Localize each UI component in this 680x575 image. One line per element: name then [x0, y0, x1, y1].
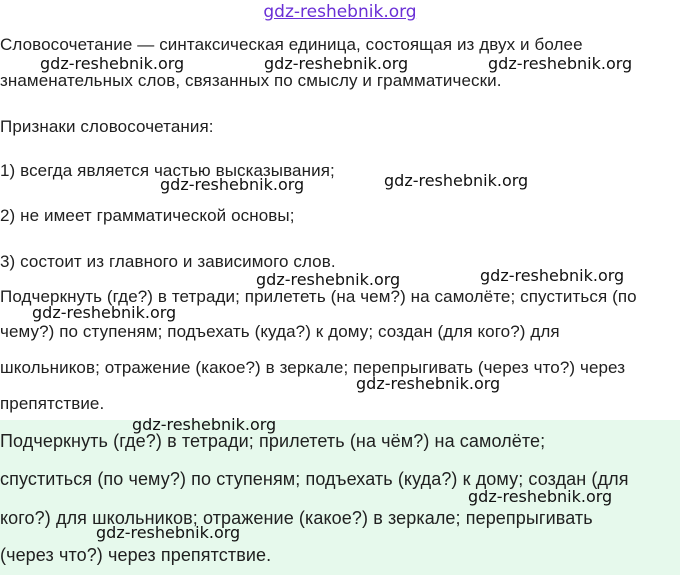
answer-line-4: (через что?) через препятствие. [0, 545, 272, 565]
feature-item-3: 3) состоит из главного и зависимого слов. [0, 252, 336, 271]
feature-item-2: 2) не имеет грамматической основы; [0, 206, 295, 225]
watermark: gdz-reshebnik.org [160, 175, 305, 194]
task-line-4: препятствие. [0, 394, 105, 413]
task-line-2: чему?) по ступеням; подъехать (куда?) к дому; создан (для кого?) для [0, 322, 560, 341]
answer-line-3: кого?) для школьников; отражение (какое?) в зеркале; перепрыгивать [0, 508, 593, 528]
watermark: gdz-reshebnik.org [256, 270, 401, 289]
watermark: gdz-reshebnik.org [264, 54, 409, 73]
task-line-3: школьников; отражение (какое?) в зеркале; перепрыгивать (через что?) через [0, 358, 626, 377]
watermark: gdz-reshebnik.org [40, 54, 185, 73]
watermark: gdz-reshebnik.org [384, 171, 529, 190]
answer-line-1: Подчеркнуть (где?) в тетради; прилететь (на чём?) на самолёте; [0, 431, 546, 451]
watermark: gdz-reshebnik.org [488, 54, 633, 73]
watermark: gdz-reshebnik.org [96, 523, 241, 542]
watermark: gdz-reshebnik.org [32, 303, 177, 322]
watermark: gdz-reshebnik.org [468, 487, 613, 506]
task-line-1: Подчеркнуть (где?) в тетради; прилететь (на чем?) на самолёте; спуститься (по [0, 287, 637, 306]
definition-line-2: знаменательных слов, связанных по смыслу и грамматически. [0, 71, 502, 90]
watermark: gdz-reshebnik.org [356, 374, 501, 393]
site-header-link[interactable]: gdz-reshebnik.org [263, 2, 417, 22]
watermark: gdz-reshebnik.org [480, 266, 625, 285]
feature-item-1: 1) всегда является частью высказывания; [0, 161, 335, 180]
answer-line-2: спуститься (по чему?) по ступеням; подъехать (куда?) к дому; создан (для [0, 469, 629, 489]
definition-line-1: Словосочетание — синтаксическая единица, состоящая из двух и более [0, 35, 583, 54]
features-title: Признаки словосочетания: [0, 117, 214, 136]
watermark: gdz-reshebnik.org [132, 415, 277, 434]
